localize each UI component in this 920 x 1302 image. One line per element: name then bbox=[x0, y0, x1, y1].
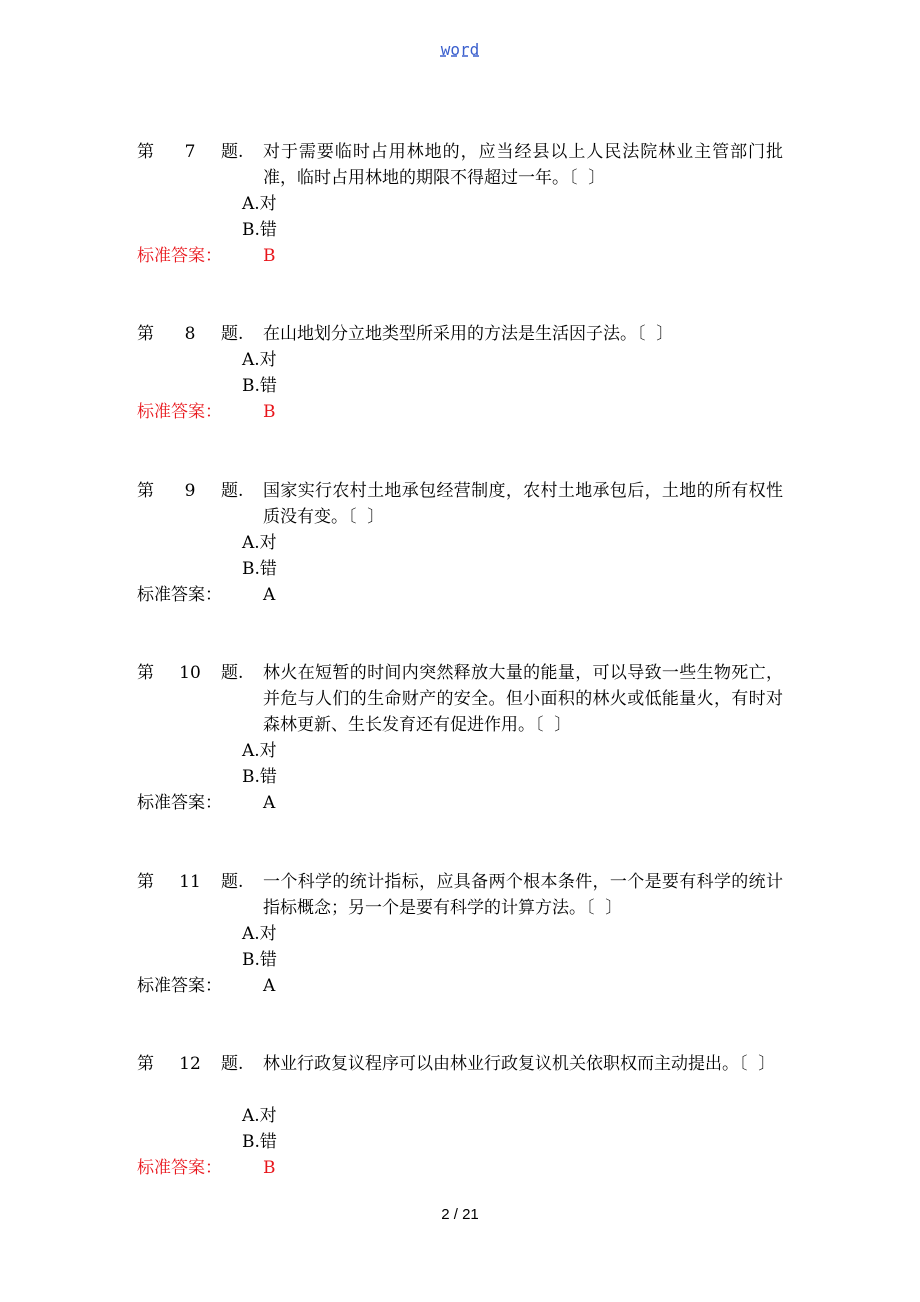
question-number: 7 bbox=[184, 142, 196, 162]
option-a[interactable]: A.对 bbox=[242, 533, 277, 553]
option-a[interactable]: A.对 bbox=[242, 741, 277, 761]
question-number: 8 bbox=[184, 324, 196, 344]
question-prefix: 第 bbox=[137, 1054, 154, 1074]
answer-label: 标准答案： bbox=[137, 246, 222, 266]
question-suffix: 题. bbox=[221, 324, 244, 344]
answer-value: B bbox=[263, 1158, 276, 1178]
question-suffix: 题. bbox=[221, 663, 244, 683]
question-number: 10 bbox=[179, 663, 201, 683]
option-list bbox=[242, 191, 277, 243]
option-list bbox=[242, 530, 277, 582]
question-text: 国家实行农村土地承包经营制度，农村土地承包后，土地的所有权性质没有变。〔 〕 bbox=[263, 481, 783, 527]
question-number: 12 bbox=[179, 1054, 201, 1074]
question-text: 在山地划分立地类型所采用的方法是生活因子法。〔 〕 bbox=[263, 324, 674, 344]
question-item bbox=[0, 660, 920, 813]
answer-value: B bbox=[263, 246, 276, 266]
question-header bbox=[0, 869, 920, 918]
question-item bbox=[0, 1051, 920, 1178]
answer-label: 标准答案： bbox=[137, 402, 222, 422]
question-header bbox=[0, 660, 920, 735]
page-number: 2 / 21 bbox=[441, 1206, 479, 1223]
question-item bbox=[0, 478, 920, 605]
option-list bbox=[242, 921, 277, 973]
question-suffix: 题. bbox=[221, 142, 244, 162]
question-item bbox=[0, 869, 920, 996]
question-number: 9 bbox=[184, 481, 196, 501]
option-b[interactable]: B.错 bbox=[242, 767, 277, 787]
question-prefix: 第 bbox=[137, 872, 154, 892]
option-list bbox=[242, 738, 277, 790]
answer-value: A bbox=[263, 585, 276, 605]
answer-label: 标准答案： bbox=[137, 585, 222, 605]
option-list bbox=[242, 347, 277, 399]
option-b[interactable]: B.错 bbox=[242, 559, 277, 579]
option-a[interactable]: A.对 bbox=[242, 194, 277, 214]
option-b[interactable]: B.错 bbox=[242, 376, 277, 396]
option-b[interactable]: B.错 bbox=[242, 1132, 277, 1152]
answer-label: 标准答案： bbox=[137, 1158, 222, 1178]
question-text: 对于需要临时占用林地的，应当经县以上人民法院林业主管部门批准，临时占用林地的期限不得超过一年。〔 〕 bbox=[263, 142, 783, 188]
answer-value: A bbox=[263, 793, 276, 813]
answer-label: 标准答案： bbox=[137, 976, 222, 996]
question-item bbox=[0, 139, 920, 266]
question-prefix: 第 bbox=[137, 481, 154, 501]
question-number: 11 bbox=[179, 872, 201, 892]
question-prefix: 第 bbox=[137, 663, 154, 683]
question-prefix: 第 bbox=[137, 142, 154, 162]
option-b[interactable]: B.错 bbox=[242, 950, 277, 970]
question-text: 林业行政复议程序可以由林业行政复议机关依职权而主动提出。〔 〕 bbox=[263, 1054, 776, 1074]
option-a[interactable]: A.对 bbox=[242, 924, 277, 944]
header-word-link[interactable]: word bbox=[440, 40, 480, 59]
question-suffix: 题. bbox=[221, 481, 244, 501]
option-b[interactable]: B.错 bbox=[242, 220, 277, 240]
question-header bbox=[0, 478, 920, 527]
question-suffix: 题. bbox=[221, 1054, 244, 1074]
question-header bbox=[0, 139, 920, 188]
question-text: 林火在短暂的时间内突然释放大量的能量，可以导致一些生物死亡，并危与人们的生命财产的安全。但小面积的林火或低能量火，有时对森林更新、生长发育还有促进作用。〔 〕 bbox=[263, 663, 783, 735]
answer-label: 标准答案： bbox=[137, 793, 222, 813]
question-header bbox=[0, 1051, 920, 1077]
question-prefix: 第 bbox=[137, 324, 154, 344]
answer-value: A bbox=[263, 976, 276, 996]
question-item bbox=[0, 321, 920, 422]
option-a[interactable]: A.对 bbox=[242, 1106, 277, 1126]
question-suffix: 题. bbox=[221, 872, 244, 892]
answer-value: B bbox=[263, 402, 276, 422]
option-list bbox=[242, 1103, 277, 1155]
question-header bbox=[0, 321, 920, 347]
option-a[interactable]: A.对 bbox=[242, 350, 277, 370]
question-text: 一个科学的统计指标，应具备两个根本条件，一个是要有科学的统计指标概念；另一个是要有科学的计算方法。〔 〕 bbox=[263, 872, 783, 918]
